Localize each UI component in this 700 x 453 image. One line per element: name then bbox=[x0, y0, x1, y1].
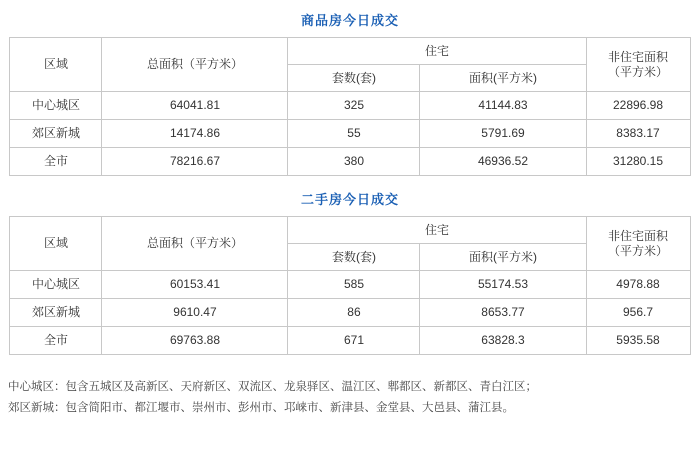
header-nonresidential-line1: 非住宅面积 bbox=[607, 228, 668, 243]
cell-region: 中心城区 bbox=[10, 271, 102, 299]
cell-region: 郊区新城 bbox=[10, 120, 102, 148]
cell-total-area: 9610.47 bbox=[102, 299, 288, 327]
header-sets: 套数(套) bbox=[288, 244, 420, 271]
header-nonresidential-area bbox=[586, 38, 690, 92]
cell-sets: 86 bbox=[288, 299, 420, 327]
header-area: 面积(平方米) bbox=[420, 65, 586, 92]
table-row bbox=[10, 327, 690, 355]
footnote-central-districts: 中心城区：包含五城区及高新区、天府新区、双流区、龙泉驿区、温江区、郫都区、新都区、青白江区； bbox=[8, 381, 537, 393]
header-region: 区域 bbox=[10, 217, 102, 271]
cell-total-area: 14174.86 bbox=[102, 120, 288, 148]
footnotes bbox=[8, 377, 700, 420]
table-row bbox=[10, 271, 690, 299]
cell-total-area: 69763.88 bbox=[102, 327, 288, 355]
cell-area: 41144.83 bbox=[420, 92, 586, 120]
cell-total-area: 78216.67 bbox=[102, 148, 288, 176]
table-row bbox=[10, 120, 690, 148]
secondhand-housing-table bbox=[9, 216, 690, 355]
cell-nonresidential: 956.7 bbox=[586, 299, 690, 327]
header-residential: 住宅 bbox=[288, 217, 586, 244]
cell-sets: 380 bbox=[288, 148, 420, 176]
footnote-suburban-districts: 郊区新城：包含简阳市、都江堰市、崇州市、彭州市、邛崃市、新津县、金堂县、大邑县、蒲江县。 bbox=[8, 402, 514, 415]
report-page bbox=[0, 10, 700, 453]
table-row bbox=[10, 299, 690, 327]
table-row bbox=[10, 148, 690, 176]
cell-area: 8653.77 bbox=[420, 299, 586, 327]
cell-nonresidential: 4978.88 bbox=[586, 271, 690, 299]
cell-total-area: 60153.41 bbox=[102, 271, 288, 299]
header-nonresidential-line2: （平方米） bbox=[607, 64, 668, 79]
new-housing-table bbox=[9, 37, 690, 176]
header-nonresidential-area bbox=[586, 217, 690, 271]
cell-area: 55174.53 bbox=[420, 271, 586, 299]
header-nonresidential-line2: （平方米） bbox=[607, 243, 668, 258]
header-region: 区域 bbox=[10, 38, 102, 92]
cell-sets: 55 bbox=[288, 120, 420, 148]
cell-nonresidential: 22896.98 bbox=[586, 92, 690, 120]
cell-sets: 325 bbox=[288, 92, 420, 120]
cell-sets: 585 bbox=[288, 271, 420, 299]
header-area: 面积(平方米) bbox=[420, 244, 586, 271]
cell-region: 中心城区 bbox=[10, 92, 102, 120]
table-header-row bbox=[10, 217, 690, 244]
cell-nonresidential: 8383.17 bbox=[586, 120, 690, 148]
table-header-row bbox=[10, 38, 690, 65]
section-title-secondhand-housing: 二手房今日成交 bbox=[300, 192, 399, 207]
header-total-area: 总面积（平方米） bbox=[102, 38, 288, 92]
cell-region: 郊区新城 bbox=[10, 299, 102, 327]
cell-nonresidential: 5935.58 bbox=[586, 327, 690, 355]
cell-sets: 671 bbox=[288, 327, 420, 355]
cell-total-area: 64041.81 bbox=[102, 92, 288, 120]
cell-area: 5791.69 bbox=[420, 120, 586, 148]
cell-region: 全市 bbox=[10, 327, 102, 355]
cell-area: 63828.3 bbox=[420, 327, 586, 355]
cell-nonresidential: 31280.15 bbox=[586, 148, 690, 176]
header-total-area: 总面积（平方米） bbox=[102, 217, 288, 271]
table-row bbox=[10, 92, 690, 120]
header-nonresidential-line1: 非住宅面积 bbox=[607, 49, 668, 64]
section-title-new-housing: 商品房今日成交 bbox=[300, 13, 399, 28]
header-residential: 住宅 bbox=[288, 38, 586, 65]
cell-area: 46936.52 bbox=[420, 148, 586, 176]
header-sets: 套数(套) bbox=[288, 65, 420, 92]
cell-region: 全市 bbox=[10, 148, 102, 176]
